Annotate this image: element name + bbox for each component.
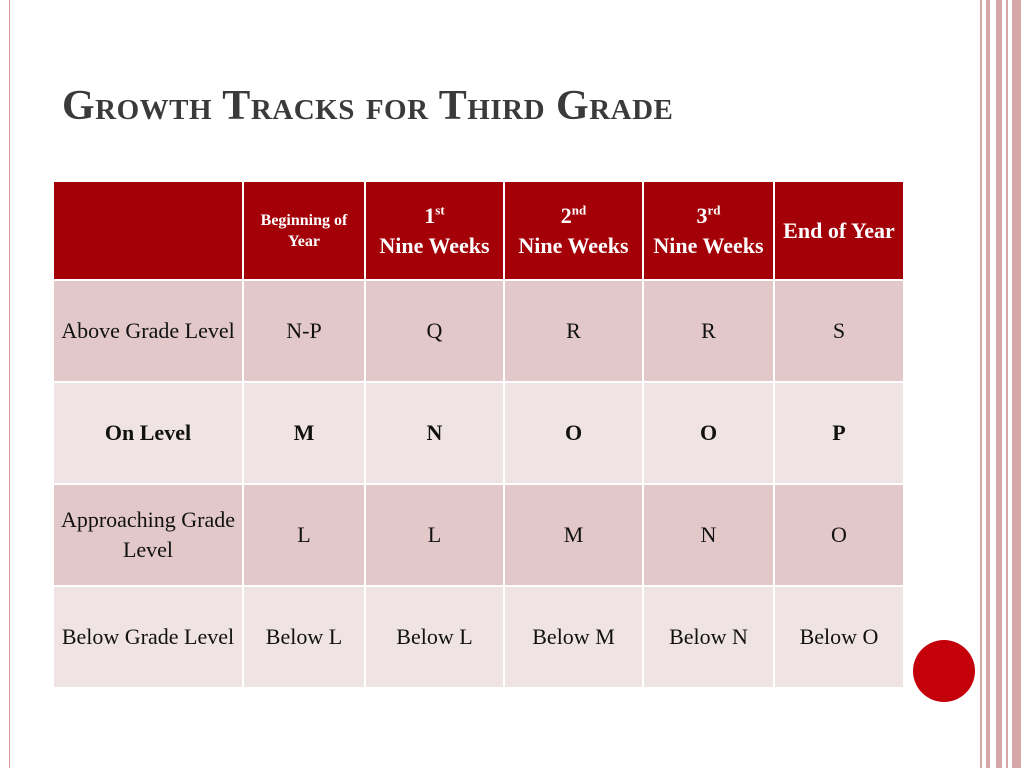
table-cell: M [243,382,365,484]
header-first-nine-weeks: 1st Nine Weeks [365,181,504,280]
row-label: Below Grade Level [53,586,243,688]
header-end-of-year: End of Year [774,181,904,280]
table-cell: R [504,280,643,382]
table-cell: N [643,484,774,586]
slide-frame-line [9,0,10,768]
table-row-below-grade-level [53,586,904,688]
table-row-on-level [53,382,904,484]
row-label: Above Grade Level [53,280,243,382]
table-cell: L [365,484,504,586]
header-beginning-of-year: Beginning of Year [243,181,365,280]
header-second-nine-weeks: 2nd Nine Weeks [504,181,643,280]
header-third-nine-weeks: 3rd Nine Weeks [643,181,774,280]
table-cell: O [504,382,643,484]
decorative-dot [913,640,975,702]
table-cell: Below M [504,586,643,688]
table-row-approaching-grade-level [53,484,904,586]
table-cell: Below L [243,586,365,688]
header-corner-cell [53,181,243,280]
table-row-above-grade-level [53,280,904,382]
table-header-row [53,181,904,280]
table-cell: P [774,382,904,484]
table-cell: L [243,484,365,586]
table-cell: Below N [643,586,774,688]
table-cell: Below O [774,586,904,688]
table-cell: O [643,382,774,484]
table-cell: O [774,484,904,586]
row-label: On Level [53,382,243,484]
table-cell: R [643,280,774,382]
decorative-stripes [980,0,1024,768]
slide-title: Growth Tracks for Third Grade [62,83,674,129]
table-cell: S [774,280,904,382]
row-label: Approaching Grade Level [53,484,243,586]
table-cell: Q [365,280,504,382]
table-cell: Below L [365,586,504,688]
table-cell: N-P [243,280,365,382]
table-cell: N [365,382,504,484]
table-cell: M [504,484,643,586]
growth-tracks-table [52,180,905,689]
